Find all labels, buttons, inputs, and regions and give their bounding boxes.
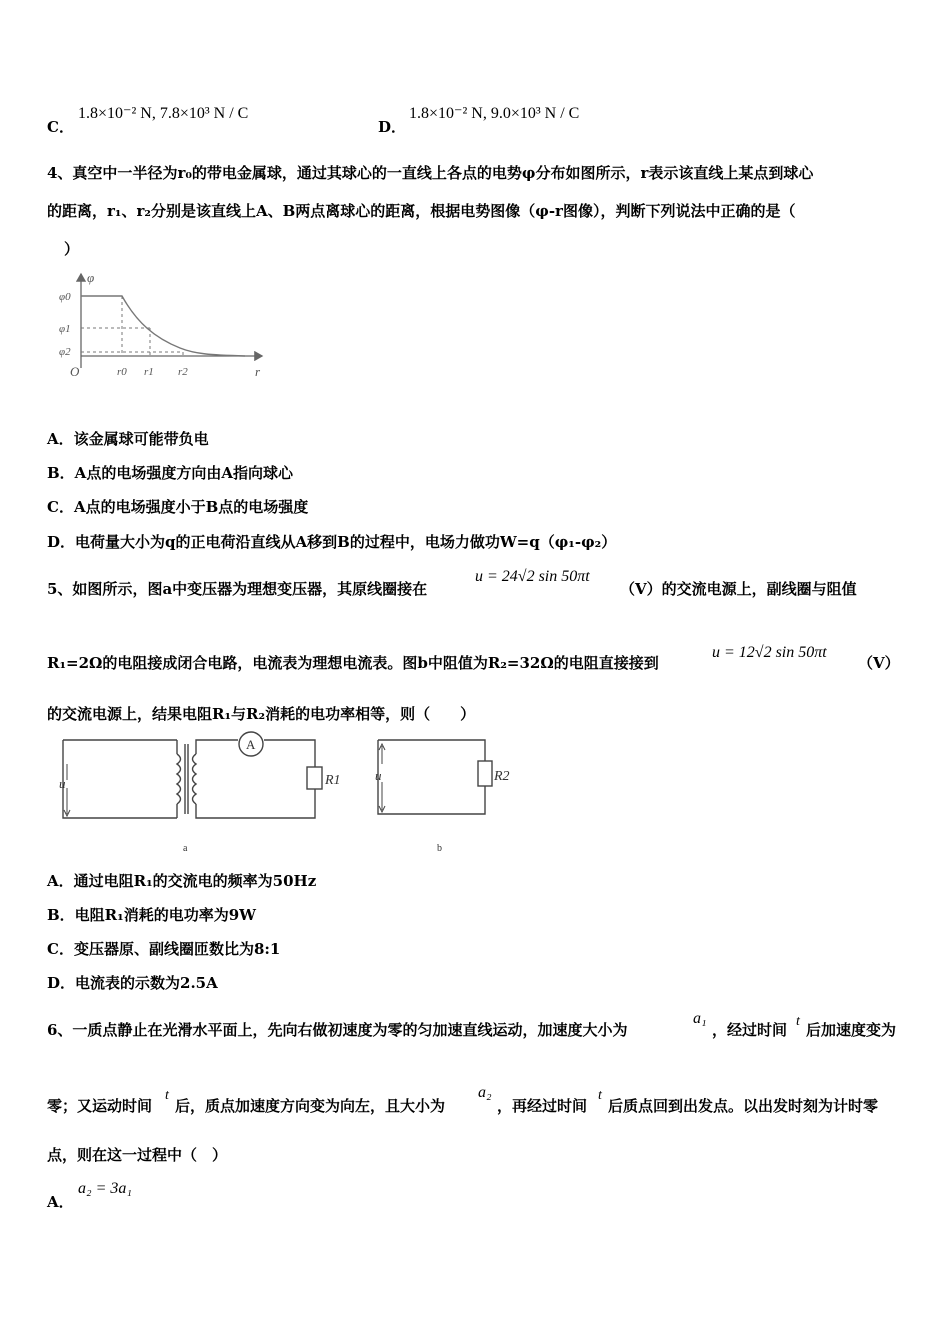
q6-t2: t [165, 1088, 169, 1103]
q3-option-c-label: C． [47, 118, 74, 136]
graph-y-label: φ [87, 270, 95, 285]
q6-line2-post: 后质点回到出发点。以出发时刻为计时零 [608, 1097, 879, 1115]
secondary-coil [193, 754, 197, 804]
q3-option-d-label: D． [378, 118, 407, 136]
q5-formula2: u = 12√2 sin 50πt [712, 644, 827, 661]
tick-r0: r0 [117, 366, 127, 378]
secondary-loop [196, 740, 315, 818]
primary-coil [177, 754, 181, 804]
resistor-r1 [307, 767, 322, 789]
q3-option-d-value: 1.8×10⁻² N, 9.0×10³ N / C [409, 105, 580, 122]
q3-option-c-value: 1.8×10⁻² N, 7.8×10³ N / C [78, 105, 249, 122]
q4-potential-graph [55, 268, 270, 383]
q6-option-a-formula: a₂ = 3a₁ [78, 1180, 132, 1197]
q5-option-b: B．电阻R₁消耗的电功率为9W [47, 906, 256, 924]
q5-formula1: u = 24√2 sin 50πt [475, 568, 590, 585]
q6-line1-post: 后加速度变为 [806, 1021, 897, 1039]
q6-line1-pre: 6、一质点静止在光滑水平面上，先向右做初速度为零的匀加速直线运动，加速度大小为 [47, 1021, 628, 1039]
q6-line2-mid2: ，再经过时间 [497, 1097, 588, 1115]
ammeter-label: A [246, 737, 256, 752]
resistor-r2 [478, 761, 492, 786]
fig-b-caption: b [437, 843, 442, 854]
q6-line3: 点，则在这一过程中（ ） [47, 1146, 228, 1164]
potential-curve [81, 296, 245, 356]
fig-b-loop [378, 740, 485, 814]
q5-stem-line1-post: （V）的交流电源上，副线圈与阻值 [620, 580, 857, 598]
q6-line2-pre: 零；又运动时间 [47, 1097, 153, 1115]
graph-origin: O [70, 364, 80, 379]
tick-r1: r1 [144, 366, 154, 378]
q4-option-a: A．该金属球可能带负电 [47, 430, 209, 448]
fig-a-u-label: u [59, 776, 66, 791]
fig-a-r1-label: R1 [325, 773, 341, 788]
fig-a-caption: a [183, 843, 188, 854]
q6-t3: t [598, 1088, 602, 1103]
q5-stem-line3: 的交流电源上，结果电阻R₁与R₂消耗的电功率相等，则（ ） [47, 705, 476, 723]
q5-option-c: C．变压器原、副线圈匝数比为8:1 [47, 940, 281, 958]
fig-b-r2-label: R2 [494, 769, 510, 784]
q5-stem-line2-post: （V） [858, 654, 900, 672]
q6-a2: a₂ [478, 1084, 492, 1101]
q6-line2-mid: 后，质点加速度方向变为向左，且大小为 [175, 1097, 446, 1115]
q5-stem-line2-pre: R₁=2Ω的电阻接成闭合电路，电流表为理想电流表。图b中阻值为R₂=32Ω的电阻直接接到 [47, 654, 659, 672]
q5-option-d: D．电流表的示数为2.5A [47, 974, 218, 992]
q6-line1-mid: ，经过时间 [712, 1021, 788, 1039]
fig-b-u-label: u [375, 768, 382, 783]
q5-stem-line1-pre: 5、如图所示，图a中变压器为理想变压器，其原线圈接在 [47, 580, 428, 598]
q4-option-b: B．A点的电场强度方向由A指向球心 [47, 464, 293, 482]
q4-option-d: D．电荷量大小为q的正电荷沿直线从A移到B的过程中，电场力做功W=q（φ₁-φ₂） [47, 533, 617, 551]
q5-figure-b-circuit [370, 734, 520, 859]
q4-stem-line3: ） [64, 240, 80, 258]
q6-t1: t [796, 1014, 800, 1029]
primary-loop [63, 740, 177, 818]
tick-phi0: φ0 [59, 291, 71, 303]
q4-stem-line2: 的距离，r₁、r₂分别是该直线上A、B两点离球心的距离，根据电势图像（φ-r图像），判断下列说法中正确的是（ [47, 202, 796, 220]
q4-stem-line1: 4、真空中一半径为r₀的带电金属球，通过其球心的一直线上各点的电势φ分布如图所示，r表示该直线上某点到球心 [47, 164, 814, 182]
graph-x-label: r [255, 364, 261, 379]
tick-r2: r2 [178, 366, 188, 378]
q6-option-a-label: A． [47, 1193, 74, 1211]
q5-figure-a-circuit [55, 734, 341, 859]
tick-phi2: φ2 [59, 346, 71, 358]
q6-a1: a₁ [693, 1010, 707, 1027]
q5-option-a: A．通过电阻R₁的交流电的频率为50Hz [47, 872, 317, 890]
q4-option-c: C．A点的电场强度小于B点的电场强度 [47, 498, 309, 516]
tick-phi1: φ1 [59, 323, 71, 335]
